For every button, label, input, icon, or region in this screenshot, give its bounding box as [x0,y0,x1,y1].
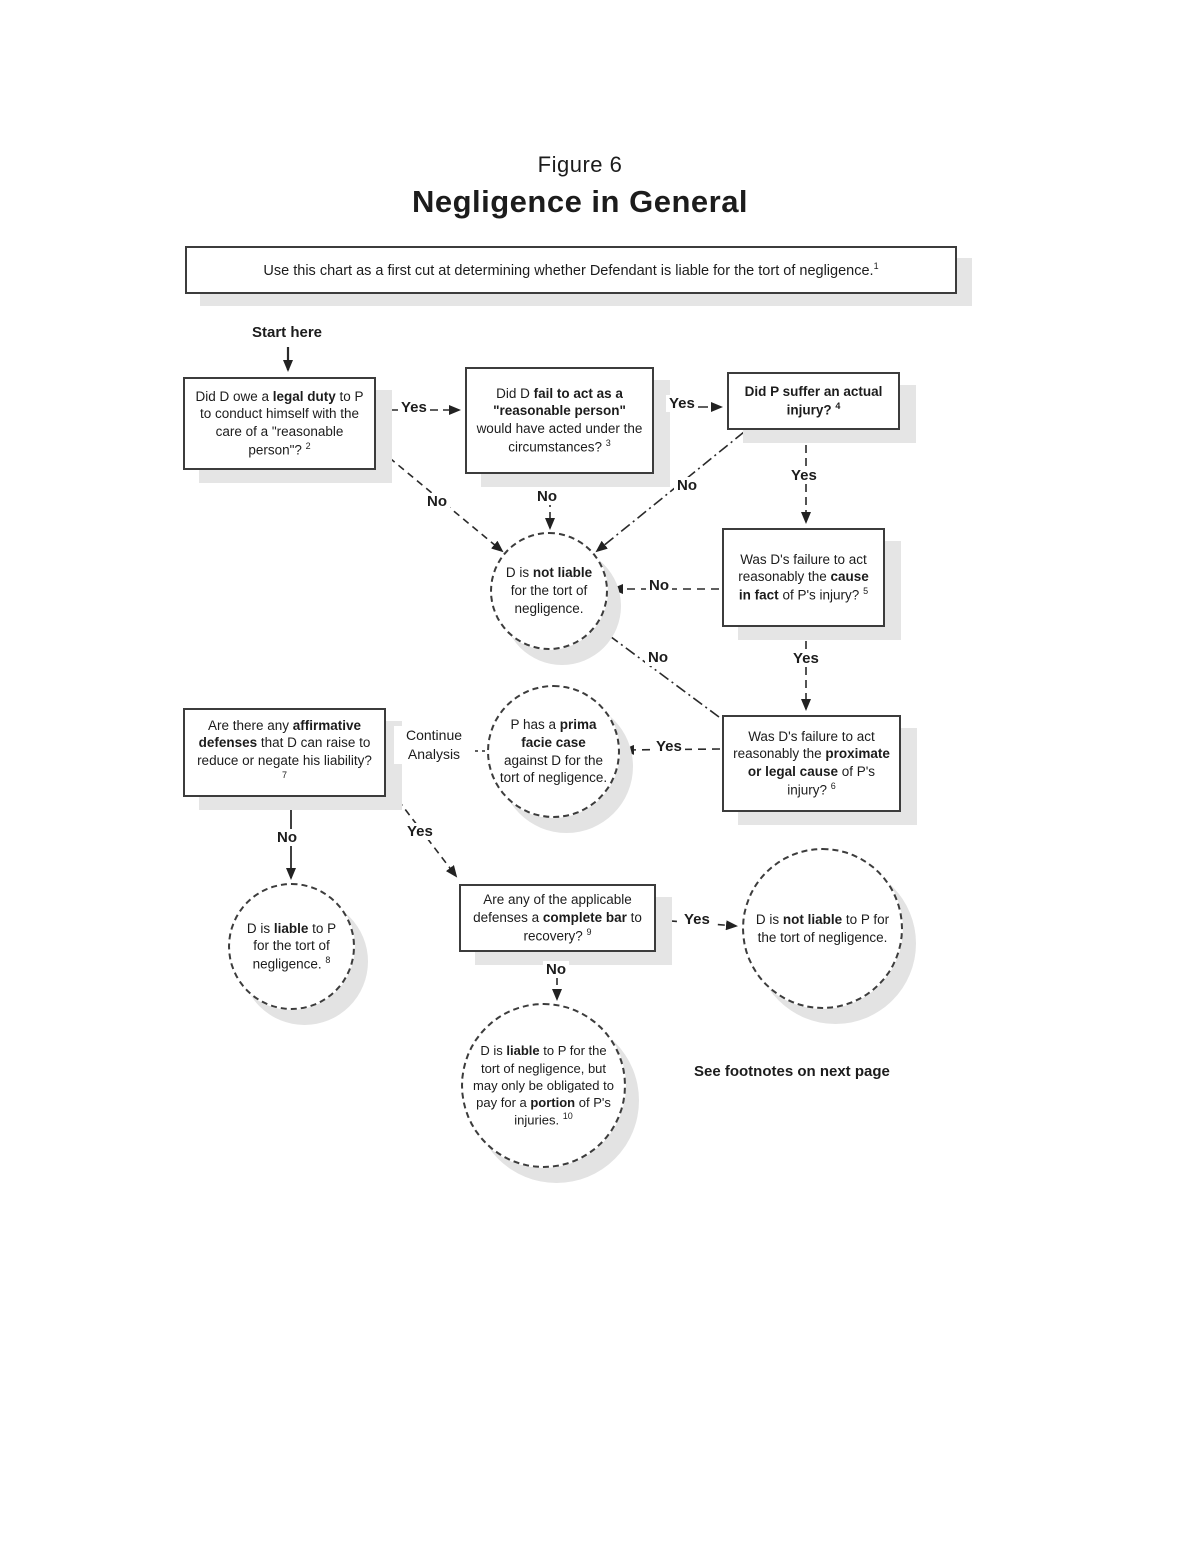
node-liable-portion [461,1003,626,1168]
edge-label-breach-no: No [534,488,560,505]
node-prima-facie-text: P has a prima facie case against D for the tort of negligence. [499,716,608,786]
edge-label-affirm-yes: Yes [404,823,436,840]
edge-label-causefact-no: No [646,577,672,594]
edge-label-duty-yes: Yes [398,399,430,416]
node-affirmative-defenses-text: Are there any affirmative defenses that D can raise to reduce or negate his liability? $^7$ [197,717,372,781]
node-proximate-cause-text: Was D's failure to act reasonably the proximate or legal cause of P's injury? $^6$ [733,728,890,798]
node-reasonable-person-text: Did D fail to act as a "reasonable person" would have acted under the circumstances? $^3$ [476,385,643,455]
edge-label-affirm-no: No [274,829,300,846]
intro-box [185,246,957,294]
node-not-liable-right-text: D is not liable to P for the tort of negligence. [755,911,890,945]
continue-analysis-line2: Analysis [407,745,461,762]
node-prima-facie [487,685,620,818]
edge-label-bar-no: No [543,961,569,978]
start-here-label: Start here [252,324,323,341]
intro-text: Use this chart as a first cut at determining whether Defendant is liable for the tort of negligence.$^1$ [263,261,879,279]
node-cause-in-fact-text: Was D's failure to act reasonably the cause in fact of P's injury? $^5$ [738,551,869,603]
node-cause-in-fact [722,528,885,627]
node-not-liable-center-text: D is not liable for the tort of negligence. [505,565,593,616]
node-not-liable-right [742,848,903,1009]
edge-label-breach-yes: Yes [666,395,698,412]
node-complete-bar [459,884,656,952]
edge-label-duty-no: No [424,493,450,510]
node-complete-bar-text: Are any of the applicable defenses a complete bar to recovery? $^9$ [473,892,642,944]
node-proximate-cause [722,715,901,812]
node-legal-duty-text: Did D owe a legal duty to P to conduct himself with the care of a "reasonable person"? $^2$ [195,388,364,458]
title-block [0,152,1160,220]
page-title: Negligence in General [411,184,749,219]
node-actual-injury [727,372,900,430]
node-liable [228,883,355,1010]
edge-label-continue-analysis [394,726,474,764]
continue-analysis-line1: Continue [405,727,463,743]
node-affirmative-defenses [183,708,386,797]
edge-label-proximate-no: No [645,649,671,666]
figure-label: Figure 6 [537,152,623,177]
edge-label-causefact-yes: Yes [790,650,822,667]
footnotes-note: See footnotes on next page [694,1063,890,1080]
node-liable-text: D is liable to P for the tort of negligence. $^8$ [246,920,337,972]
edge-label-proximate-yes: Yes [653,738,685,755]
node-reasonable-person [465,367,654,474]
edge-label-injury-yes: Yes [788,467,820,484]
node-not-liable-center [490,532,608,650]
edge-label-injury-no: No [674,477,700,494]
node-liable-portion-text: D is liable to P for the tort of negligence, but may only be obligated to pay for a portion of P's injuries. $^{10}$ [473,1043,614,1128]
node-actual-injury-text: Did P suffer an actual injury? $^4$ [744,383,883,418]
node-legal-duty [183,377,376,470]
edge-label-bar-yes: Yes [681,911,713,928]
arrow-proximate-no-to-notliable [599,628,719,717]
